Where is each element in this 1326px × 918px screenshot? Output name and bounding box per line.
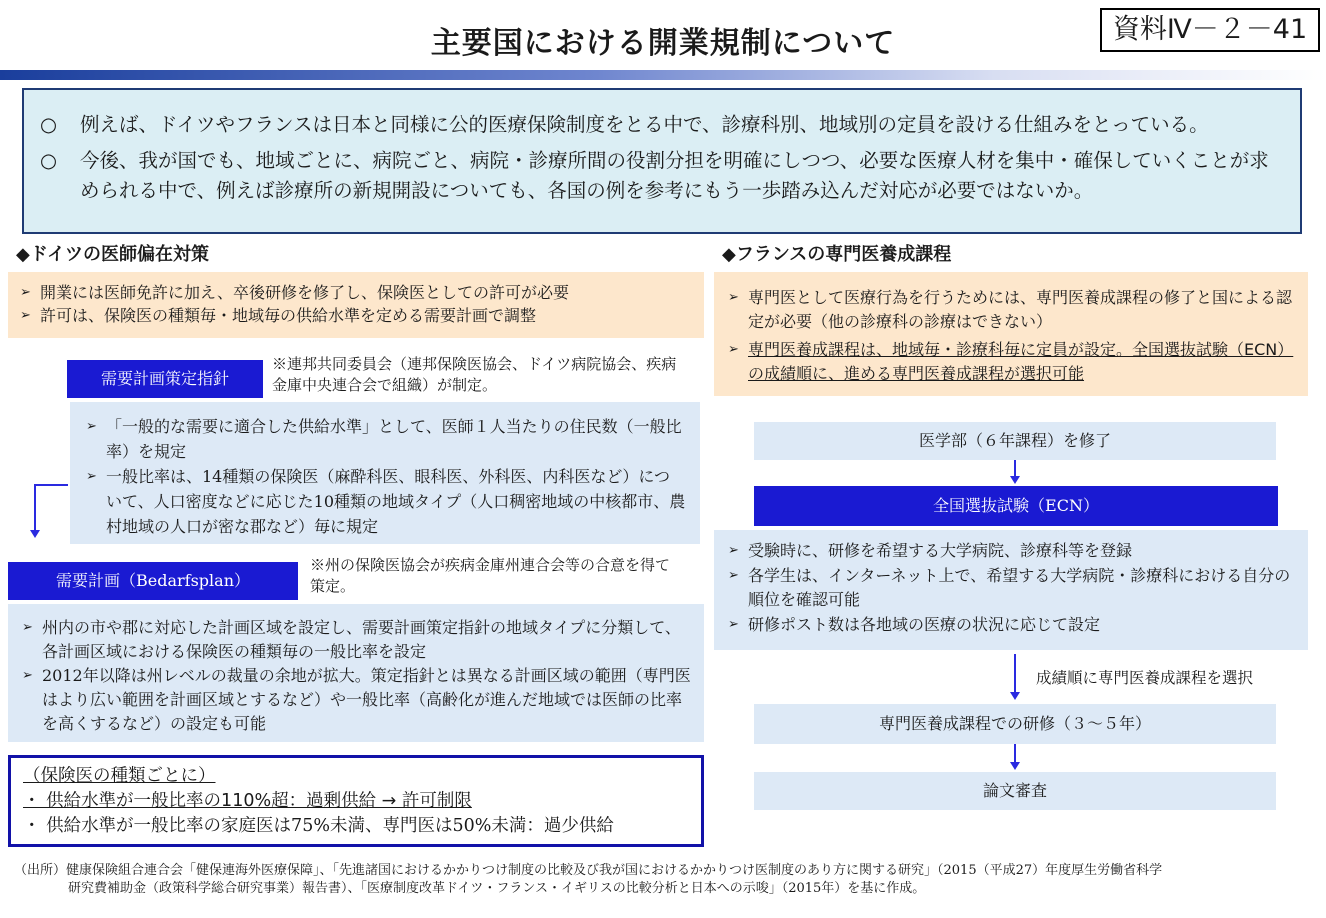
document-id-label: 資料Ⅳ－２－41 — [1100, 8, 1320, 52]
list-item: ➢ 「一般的な需要に適合した供給水準」として、医師１人当たりの住民数（一般比率）を規定 — [84, 414, 686, 464]
list-item: ➢ 専門医として医療行為を行うためには、専門医養成課程の修了と国による認定が必要（他の診療科の診療はできない） — [728, 288, 1293, 331]
connector-line — [34, 484, 68, 486]
down-arrow-icon — [1010, 762, 1020, 770]
list-item: ➢ 一般比率は、14種類の保険医（麻酔科医、眼科医、外科医、内科医など）について、人口密度などに応じた10種類の地域タイプ（人口稠密地域の中核都市、農村地域の人口が密な郡など）毎に規定 — [84, 464, 686, 539]
arrow-bullet-icon: ➢ — [728, 342, 739, 357]
arrow-bullet-icon: ➢ — [86, 469, 97, 484]
ecn-detail-box — [714, 530, 1308, 650]
plan-box — [8, 604, 704, 742]
source-citation — [14, 862, 1314, 898]
down-arrow-icon — [30, 530, 40, 538]
list-item: ➢ 受験時に、研修を希望する大学病院、診療科等を登録 — [726, 539, 1296, 564]
flow-step-ecn: 全国選抜試験（ECN） — [754, 486, 1278, 526]
flow-step-medical-school: 医学部（６年課程）を修了 — [754, 422, 1276, 460]
down-arrow-icon — [1010, 476, 1020, 484]
title-gradient-bar — [0, 70, 1326, 80]
germany-heading: ◆ドイツの医師偏在対策 — [16, 244, 209, 265]
intro-item-text: 今後、我が国でも、地域ごとに、病院ごと、病院・診療所間の役割分担を明確にしつつ、必要な医療人材を集中・確保していくことが求められる中で、例えば診療所の新規開設についても、各国の例を参考にもう一歩踏み込んだ対応が必要ではないか。 — [80, 149, 1269, 202]
arrow-bullet-icon: ➢ — [728, 567, 739, 583]
list-item: ➢ 各学生は、インターネット上で、希望する大学病院・診療科における自分の順位を確認可能 — [728, 565, 1291, 609]
list-item: ➢ 専門医養成課程は、地域毎・診療科毎に定員が設定。全国選抜試験（ECN）の成績順に、進める専門医養成課程が選択可能 — [728, 340, 1294, 383]
flow-arrow-label: 成績順に専門医養成課程を選択 — [1036, 669, 1254, 687]
flow-step-training: 専門医養成課程での研修（３～５年） — [754, 704, 1276, 744]
arrow-bullet-icon: ➢ — [22, 620, 33, 635]
flow-connector — [1014, 460, 1016, 476]
germany-summary-box — [8, 272, 704, 338]
france-heading: ◆フランスの専門医養成課程 — [722, 244, 952, 265]
list-item: ➢ 開業には医師免許に加え、卒後研修を修了し、保険医としての許可が必要 — [20, 283, 569, 302]
guideline-box — [70, 402, 700, 544]
supply-heading: （保険医の種類ごとに） — [23, 766, 216, 786]
list-item: ➢ 州内の市や郡に対応した計画区域を設定し、需要計画策定指針の地域タイプに分類して、各計画区域における保険医の種類毎の一般比率を設定 — [22, 618, 681, 661]
source-line: 研究費補助金（政策科学総合研究事業）報告書）、「医療制度改革ドイツ・フランス・イギリスの比較分析と日本への示唆」（2015年）を基に作成。 — [68, 881, 926, 896]
arrow-bullet-icon: ➢ — [22, 668, 33, 683]
supply-criteria-box — [8, 755, 704, 847]
down-arrow-icon — [1010, 692, 1020, 700]
source-line: （出所）健康保険組合連合会「健保連海外医療保障」、「先進諸国におけるかかりつけ制度の比較及び我が国におけるかかりつけ医制度のあり方に関する研究」（2015（平成27）年度厚生労働省科学 — [14, 863, 1163, 878]
arrow-bullet-icon: ➢ — [20, 308, 31, 323]
circle-bullet-icon: ○ — [40, 149, 58, 172]
supply-line-undersupply: ・ 供給水準が一般比率の家庭医は75%未満、専門医は50%未満：過少供給 — [23, 816, 614, 836]
intro-item — [40, 110, 1276, 140]
circle-bullet-icon: ○ — [40, 113, 58, 136]
flow-connector — [1014, 654, 1016, 692]
page-title: 主要国における開業規制について — [430, 26, 896, 61]
france-summary-box — [714, 272, 1308, 396]
intro-item — [40, 146, 1276, 206]
arrow-bullet-icon: ➢ — [728, 290, 739, 305]
intro-box — [22, 88, 1302, 234]
list-item: ➢ 2012年以降は州レベルの裁量の余地が拡大。策定指針とは異なる計画区域の範囲（専門医はより広い範囲を計画区域とするなど）や一般比率（高齢化が進んだ地域では医師の比率を高くするなど）の設定も可能 — [22, 666, 691, 733]
intro-item-text: 例えば、ドイツやフランスは日本と同様に公的医療保険制度をとる中で、診療科別、地域別の定員を設ける仕組みをとっている。 — [80, 113, 1209, 136]
arrow-bullet-icon: ➢ — [20, 285, 31, 300]
arrow-bullet-icon: ➢ — [86, 419, 97, 434]
arrow-bullet-icon: ➢ — [728, 543, 739, 558]
plan-note: ※州の保険医協会が疾病金庫州連合会等の合意を得て策定。 — [310, 556, 671, 595]
guideline-note: ※連邦共同委員会（連邦保険医協会、ドイツ病院協会、疾病金庫中央連合会で組織）が制定。 — [272, 355, 677, 394]
flow-step-thesis: 論文審査 — [754, 772, 1276, 810]
supply-line-oversupply: ・ 供給水準が一般比率の110%超：過剰供給 → 許可制限 — [23, 791, 472, 811]
connector-line — [34, 484, 36, 530]
plan-label: 需要計画（Bedarfsplan） — [8, 562, 298, 600]
guideline-label: 需要計画策定指針 — [67, 360, 263, 398]
arrow-bullet-icon: ➢ — [728, 616, 739, 632]
list-item: ➢ 許可は、保険医の種類毎・地域毎の供給水準を定める需要計画で調整 — [20, 306, 537, 325]
list-item: ➢ 研修ポスト数は各地域の医療の状況に応じて設定 — [726, 613, 1296, 638]
flow-connector — [1014, 744, 1016, 762]
